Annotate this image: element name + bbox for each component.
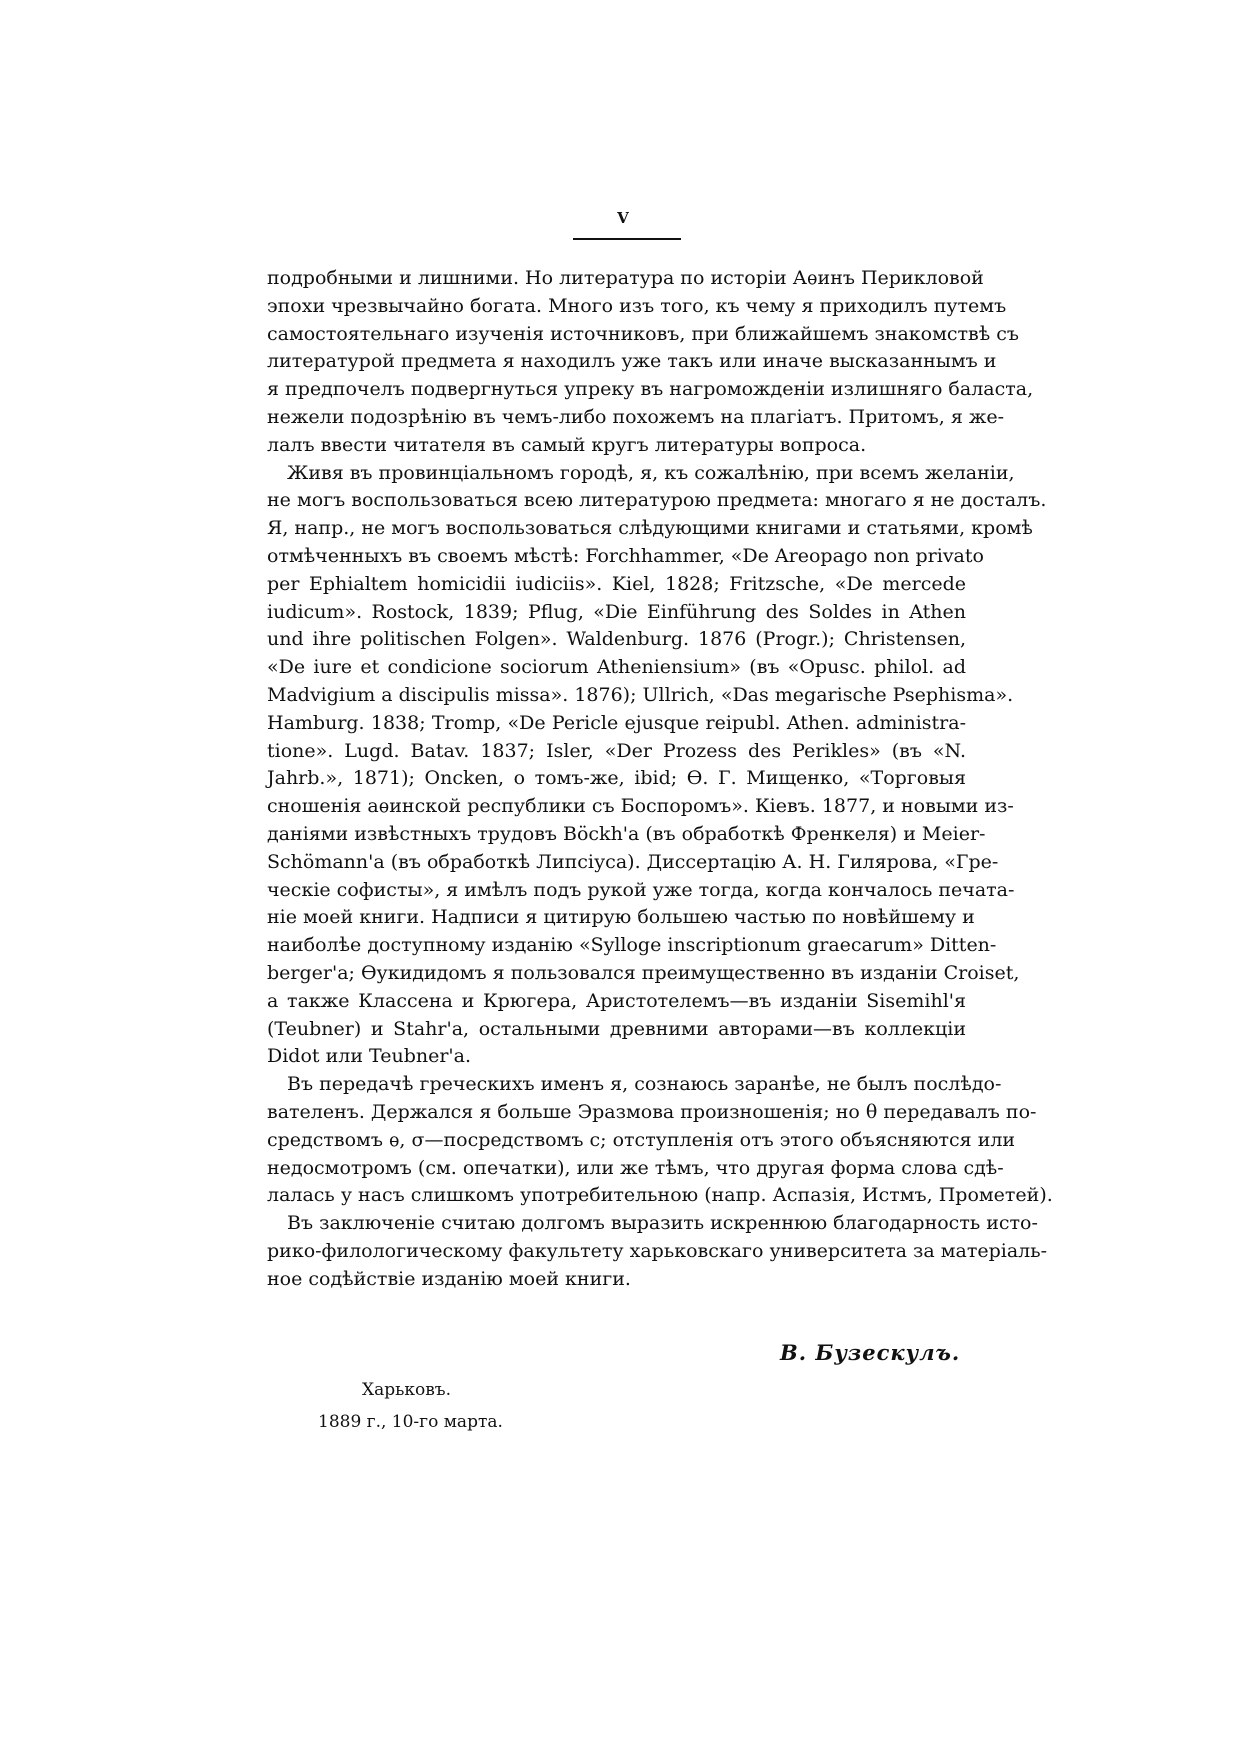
text-line: ніе моей книги. Надписи я цитирую большею частью по новѣйшему и (267, 906, 975, 929)
text-line: Живя въ провинціальномъ городѣ, я, къ сожалѣнію, при всемъ желаніи, (287, 461, 1015, 484)
text-line: средствомъ ѳ, σ—посредствомъ с; отступленія отъ этого объясняются или (267, 1128, 1016, 1151)
text-line: сношенія аѳинской республики съ Боспоромъ». Кіевъ. 1877, и новыми из- (267, 795, 1014, 818)
paragraph (267, 1071, 1053, 1210)
paragraph (267, 265, 1034, 460)
text-line: самостоятельнаго изученія источниковъ, при ближайшемъ знакомствѣ съ (267, 322, 1019, 345)
text-line: Я, напр., не могъ воспользоваться слѣдующими книгами и статьями, кромѣ (267, 517, 1033, 540)
paragraph (267, 1210, 1048, 1293)
text-line: ное содѣйствіе изданію моей книги. (267, 1267, 631, 1290)
text-line: tione». Lugd. Batav. 1837; Isler, «Der Prozess des Perikles» (въ «N. (267, 739, 966, 762)
text-line: лалъ ввести читателя въ самый кругъ литературы вопроса. (267, 433, 867, 456)
text-line: эпохи чрезвычайно богата. Много изъ того, къ чему я приходилъ путемъ (267, 294, 1007, 317)
text-line: нежели подозрѣнію въ чемъ-либо похожемъ на плагіатъ. Притомъ, я же- (267, 405, 1004, 428)
text-line: «De iure et condicione sociorum Atheniensium» (въ «Opusc. philol. ad (267, 656, 966, 679)
text-line: вателенъ. Держался я больше Эразмова произношенія; но θ передавалъ по- (267, 1100, 1037, 1123)
text-line: (Teubner) и Stahr'а, остальными древними авторами—въ коллекціи (267, 1017, 966, 1040)
text-line: Въ передачѣ греческихъ именъ я, сознаюсь заранѣе, не былъ послѣдо- (287, 1073, 1002, 1096)
header-rule (573, 238, 681, 240)
date-of-writing: 1889 г., 10-го марта. (318, 1412, 503, 1432)
text-line: отмѣченныхъ въ своемъ мѣстѣ: Forchhammer, «De Areopago non privato (267, 544, 984, 567)
text-line: не могъ воспользоваться всею литературою предмета: многаго я не досталъ. (267, 489, 1047, 512)
text-line: iudicum». Rostock, 1839; Pflug, «Die Einführung des Soldes in Athen (267, 600, 966, 623)
text-line: даніями извѣстныхъ трудовъ Böckh'а (въ обработкѣ Френкеля) и Meier- (267, 822, 986, 845)
text-line: я предпочелъ подвергнуться упреку въ нагроможденіи излишняго баласта, (267, 378, 1034, 401)
author-signature: В. Бузескулъ. (780, 1340, 961, 1365)
text-line: berger'а; Ѳукидидомъ я пользовался преимущественно въ изданіи Croiset, (267, 961, 1020, 984)
page-number: V (617, 209, 629, 227)
text-line: а также Классена и Крюгера, Аристотелемъ—въ изданіи Sisemihl'я (267, 989, 966, 1012)
text-line: Schömann'а (въ обработкѣ Липсіуса). Диссертацію А. Н. Гилярова, «Гре- (267, 850, 999, 873)
paragraph (267, 460, 1047, 1072)
text-line: und ihre politischen Folgen». Waldenburg. 1876 (Progr.); Christensen, (267, 628, 966, 651)
text-line: лалась у насъ слишкомъ употребительною (напр. Аспазія, Истмъ, Прометей). (267, 1184, 1053, 1207)
text-line: Hamburg. 1838; Tromp, «De Pericle ejusque reipubl. Athen. administra- (267, 711, 966, 734)
text-line: подробными и лишними. Но литература по исторіи Аѳинъ Перикловой (267, 267, 984, 289)
text-line: Didot или Teubner'а. (267, 1045, 472, 1068)
body-text (267, 265, 1053, 1293)
text-line: литературой предмета я находилъ уже такъ или иначе высказаннымъ и (267, 350, 997, 373)
text-line: недосмотромъ (см. опечатки), или же тѣмъ, что другая форма слова сдѣ- (267, 1156, 1004, 1179)
text-line: Въ заключеніе считаю долгомъ выразить искреннюю благодарность исто- (287, 1212, 1038, 1235)
text-line: per Ephialtem homicidii iudiciis». Kiel, 1828; Fritzsche, «De mercede (267, 572, 966, 595)
place-of-writing: Харьковъ. (362, 1380, 452, 1400)
text-line: наиболѣе доступному изданію «Sylloge inscriptionum graecarum» Ditten- (267, 934, 997, 957)
text-line: Jahrb.», 1871); Oncken, о томъ-же, ibid; Ѳ. Г. Мищенко, «Торговыя (267, 767, 966, 790)
text-line: Madvigium a discipulis missa». 1876); Ullrich, «Das megarische Psephisma». (267, 683, 1014, 706)
text-line: рико-филологическому факультету харьковскаго университета за матеріаль- (267, 1239, 1048, 1262)
text-line: ческіе софисты», я имѣлъ подъ рукой уже тогда, когда кончалось печата- (267, 878, 1015, 901)
